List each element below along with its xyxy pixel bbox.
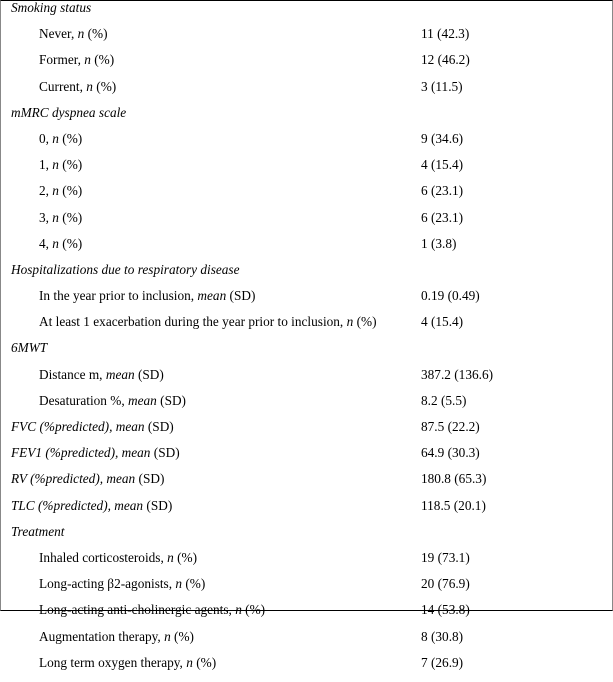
table-row: [9, 630, 604, 656]
label-italic: n: [86, 78, 93, 94]
table-row: [9, 368, 604, 394]
label-italic: n: [52, 130, 59, 146]
row-value: 1 (3.8): [421, 235, 457, 251]
section-label: [9, 525, 421, 551]
table-row: [9, 315, 604, 341]
label-italic: n: [186, 654, 193, 670]
row-label: [9, 315, 421, 341]
label-suffix: (%): [90, 52, 115, 68]
row-value: 8.2 (5.5): [421, 392, 467, 408]
label-italic: n: [84, 52, 91, 68]
label-prefix: Long term oxygen therapy,: [39, 654, 187, 670]
row-label: [9, 577, 421, 603]
section-label: [9, 341, 421, 367]
label-italic: n: [167, 549, 174, 565]
label-suffix: (%): [353, 314, 377, 330]
table-row: [9, 1, 604, 27]
label-text: mMRC dyspnea scale: [11, 104, 127, 120]
label-italic: RV (%predicted), mean: [11, 471, 136, 487]
label-text: Treatment: [11, 523, 65, 539]
section-label: [9, 499, 421, 525]
table-row: [9, 446, 604, 472]
row-label: [9, 27, 421, 53]
row-label: [9, 158, 421, 184]
table-row: [9, 289, 604, 315]
table-row: [9, 394, 604, 420]
label-suffix: (SD): [156, 392, 186, 408]
table-row: [9, 551, 604, 577]
section-label: [9, 472, 421, 498]
label-suffix: (%): [58, 157, 83, 173]
row-value: 12 (46.2): [421, 52, 470, 68]
label-text: 6MWT: [11, 340, 48, 356]
row-value: 0.19 (0.49): [421, 288, 480, 304]
label-suffix: (SD): [144, 419, 174, 434]
label-suffix: (%): [58, 130, 83, 146]
label-italic: mean: [197, 288, 227, 304]
table-row: [9, 106, 604, 132]
label-prefix: Never,: [39, 26, 78, 42]
row-value: 19 (73.1): [421, 549, 470, 565]
row-value: [421, 525, 604, 551]
label-italic: mean: [128, 392, 157, 408]
row-value: 64.9 (30.3): [421, 445, 480, 461]
label-prefix: Former,: [39, 52, 85, 68]
row-label: [9, 603, 421, 629]
row-label: [9, 211, 421, 237]
label-italic: n: [52, 209, 59, 225]
label-suffix: (SD): [226, 288, 256, 304]
label-prefix: Long-acting β2-agonists,: [39, 576, 176, 592]
row-value: 6 (23.1): [421, 209, 464, 225]
row-label: [9, 551, 421, 577]
row-value: 8 (30.8): [421, 628, 464, 644]
label-prefix: Augmentation therapy,: [39, 628, 165, 644]
row-value: 4 (15.4): [421, 157, 464, 173]
row-label: [9, 630, 421, 656]
table-row: [9, 53, 604, 79]
label-prefix: Current,: [39, 78, 87, 94]
label-suffix: (%): [173, 549, 198, 565]
row-label: [9, 289, 421, 315]
label-prefix: Desaturation %,: [39, 392, 128, 408]
label-italic: n: [77, 26, 85, 42]
section-label: [9, 420, 421, 446]
table-row: [9, 27, 604, 53]
row-value: 4 (15.4): [421, 314, 464, 330]
label-italic: n: [52, 183, 59, 199]
label-suffix: (SD): [134, 366, 164, 382]
label-italic: n: [164, 628, 171, 644]
row-value: [421, 341, 604, 367]
label-prefix: 1,: [39, 157, 53, 173]
label-italic: n: [346, 314, 354, 330]
section-label: [9, 106, 421, 132]
row-label: [9, 80, 421, 106]
label-italic: n: [52, 157, 59, 173]
row-value: 9 (34.6): [421, 130, 464, 146]
row-label: [9, 368, 421, 394]
table-row: [9, 656, 604, 682]
label-suffix: (SD): [143, 497, 173, 513]
label-suffix: (%): [170, 628, 194, 644]
row-value: [421, 106, 604, 132]
label-prefix: 0,: [39, 130, 53, 146]
label-italic: TLC (%predicted), mean: [11, 497, 144, 513]
label-suffix: (%): [58, 183, 83, 199]
table-row: [9, 420, 604, 446]
label-prefix: Inhaled corticosteroids,: [39, 549, 168, 565]
label-prefix: In the year prior to inclusion,: [39, 288, 198, 304]
label-text: Smoking status: [11, 0, 92, 15]
row-value: 20 (76.9): [421, 576, 470, 592]
table-row: [9, 525, 604, 551]
label-suffix: (%): [92, 78, 117, 94]
label-italic: n: [235, 602, 242, 618]
row-value: 180.8 (65.3): [421, 471, 487, 487]
row-label: [9, 184, 421, 210]
row-value: [421, 263, 604, 289]
table-row: [9, 472, 604, 498]
row-label: [9, 53, 421, 79]
row-value: 11 (42.3): [421, 26, 470, 42]
label-suffix: (%): [84, 26, 108, 42]
row-value: 6 (23.1): [421, 183, 464, 199]
row-value: 7 (26.9): [421, 654, 464, 670]
table-row: [9, 499, 604, 525]
table-row: [9, 158, 604, 184]
label-prefix: Long-acting anti-cholinergic agents,: [39, 602, 236, 618]
row-label: [9, 237, 421, 263]
label-italic: n: [52, 235, 59, 251]
label-suffix: (%): [58, 235, 83, 251]
table-row: [9, 132, 604, 158]
table-row: [9, 211, 604, 237]
label-italic: n: [175, 576, 183, 592]
table-row: [9, 237, 604, 263]
label-suffix: (SD): [150, 445, 180, 461]
row-value: 118.5 (20.1): [421, 497, 486, 513]
table-row: [9, 184, 604, 210]
label-suffix: (%): [182, 576, 206, 592]
table-row: [9, 341, 604, 367]
row-value: [421, 1, 604, 27]
table-body: [9, 1, 604, 682]
row-label: [9, 394, 421, 420]
row-label: [9, 656, 421, 682]
row-value: 87.5 (22.2): [421, 419, 480, 434]
row-value: 14 (53.8): [421, 602, 470, 618]
label-prefix: Distance m,: [39, 366, 106, 382]
label-prefix: 2,: [39, 183, 53, 199]
section-label: [9, 1, 421, 27]
section-label: [9, 263, 421, 289]
label-prefix: 4,: [39, 235, 53, 251]
label-text: Hospitalizations due to respiratory disease: [11, 261, 240, 277]
table-row: [9, 577, 604, 603]
label-suffix: (%): [58, 209, 83, 225]
table-row: [9, 80, 604, 106]
label-suffix: (%): [241, 602, 266, 618]
label-italic: FEV1 (%predicted), mean: [11, 445, 151, 461]
table-row: [9, 603, 604, 629]
section-label: [9, 446, 421, 472]
label-italic: mean: [105, 366, 135, 382]
label-prefix: At least 1 exacerbation during the year prior to inclusion,: [39, 314, 347, 330]
label-suffix: (SD): [135, 471, 165, 487]
table-row: [9, 263, 604, 289]
label-suffix: (%): [192, 654, 217, 670]
label-italic: FVC (%predicted), mean: [11, 419, 145, 434]
row-value: 3 (11.5): [421, 78, 463, 94]
row-label: [9, 132, 421, 158]
label-prefix: 3,: [39, 209, 53, 225]
row-value: 387.2 (136.6): [421, 366, 494, 382]
